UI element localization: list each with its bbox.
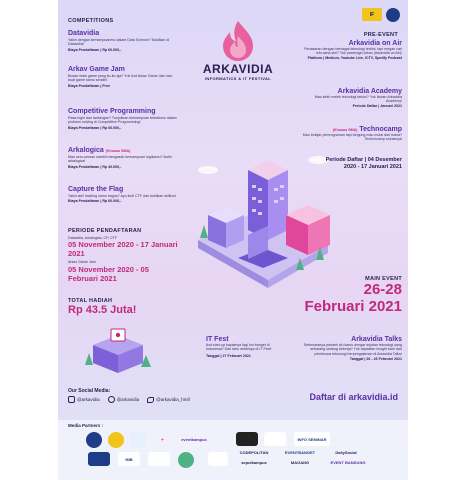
partner-logo <box>148 452 170 466</box>
partner-eventbanget: EVENTBANGET <box>284 449 316 455</box>
technocamp-title: Technocamp <box>359 126 402 133</box>
flame-icon <box>219 20 257 62</box>
talks-desc: Sebenaranya pahami sih kamu dengar sejalan teknologi yang sekarang sedang bekerja? Yuk dapatkan insight baru dari pembicara teknologi berpengalaman di Arkavidia Talks! <box>303 343 402 356</box>
academy-title: Arkavidia Academy <box>337 88 402 95</box>
tech-city-illustration <box>178 130 338 300</box>
technocamp-desc: Mau belajar pemrograman tapi bingung mau mulai dari mana? Technocamp solusinya! <box>302 133 402 142</box>
partner-eventkampus: eventkampus <box>181 436 207 442</box>
partner-codepolitan: CODEPOLITAN <box>239 449 269 455</box>
partner-sepulkampus: sepulkampus <box>241 459 267 465</box>
brand-subtitle: INFORMATICS & IT FESTIVAL <box>204 76 272 81</box>
competition-title: Competitive Programming <box>68 108 156 115</box>
partner-logo <box>88 452 110 466</box>
partner-magang: MAGANG <box>290 459 310 465</box>
line-handle: @arkavidia <box>116 397 140 402</box>
competitions-heading: COMPETITIONS <box>68 18 114 24</box>
registration-group1-label: Datavidia, Arkalogica, CP, CTF <box>68 236 118 240</box>
line-link[interactable] <box>108 396 140 403</box>
competition-fee: Biaya Pendaftaran | Rp 60.000,- <box>68 47 122 52</box>
competition-desc: Bosan main game yang itu-itu aja? Yuk ikut Arkav Game Jam dan buat game kamu sendiri! <box>68 74 173 83</box>
partner-logo <box>236 432 258 446</box>
itb-logo <box>386 8 400 22</box>
competition-desc: Yakin skill hacking kamu bagus? Ayo ikuti CTF dan buktikan skillmu! <box>68 194 177 198</box>
partner-imb: IMB <box>118 452 140 466</box>
registration-group1-dates: 05 November 2020 - 17 Januari 2021 <box>68 240 178 259</box>
instagram-handle: @arkavidia <box>77 397 100 402</box>
partner-dailysocial: DailySocial <box>335 449 357 455</box>
instagram-link[interactable] <box>68 396 100 403</box>
pre-event-technocamp <box>302 126 402 142</box>
if-logo: IF <box>362 8 382 21</box>
talks-date: Tanggal | 26 - 26 Februari 2021 <box>349 357 402 362</box>
on-air-title: Arkavidia on Air <box>348 40 402 47</box>
partner-logo <box>108 432 124 448</box>
registration-heading: PERIODE PENDAFTARAN <box>68 228 142 234</box>
registration-group2-dates: 05 November 2020 - 05 Februari 2021 <box>68 264 149 283</box>
main-event <box>282 276 402 315</box>
partner-logo <box>86 432 102 448</box>
left-margin <box>0 0 58 480</box>
partner-logo <box>208 452 228 466</box>
main-event-month: Februari 2021 <box>304 298 402 315</box>
registration-group2-label: Arkav Game Jam <box>68 260 96 265</box>
competition-title: Datavidia <box>68 30 100 37</box>
instagram-icon <box>68 396 75 403</box>
competition-ctf <box>68 186 178 203</box>
competition-title: Arkav Game Jam <box>68 66 125 73</box>
arkavidia-talks <box>302 336 402 361</box>
technocamp-tag: (Khusus SMA) <box>332 128 358 132</box>
competition-desc: Yakin dengan kemampuanmu dalam Data Science? Buktikan di Datavidia! <box>68 38 170 47</box>
line-icon <box>108 396 115 403</box>
competition-fee: Biaya Pendaftaran | Free <box>68 83 110 88</box>
main-event-dates: 26-28 <box>363 281 402 298</box>
partner-logo <box>130 432 146 448</box>
prize-value: Rp 43.5 Juta! <box>68 304 137 316</box>
technocamp-period: Periode Daftar | 04 Desember 2020 - 17 Januari 2021 <box>325 157 402 170</box>
register-cta[interactable]: Daftar di arkavidia.id <box>309 392 398 402</box>
partner-logo <box>340 432 376 446</box>
social-media <box>68 388 288 403</box>
partner-logo <box>178 452 194 468</box>
competition-title: Capture the Flag <box>68 186 124 193</box>
technocamp-period-wrap <box>312 157 402 171</box>
competition-tag: (Khusus SMA) <box>105 149 131 153</box>
main-event-heading: MAIN EVENT <box>365 276 402 282</box>
competition-title: Arkalogica <box>68 147 104 154</box>
event-poster <box>58 0 408 480</box>
partner-event-bandung: EVENT BANDUNG <box>330 459 366 465</box>
it-fest-title: IT Fest <box>206 336 229 343</box>
on-air-desc: Penasaran dengan berbagai teknologi terkini, tapi megan cari info sana sini? Yuk pantengin Arkav (Arkavidia on Air)! <box>304 47 402 56</box>
academy-desc: Mau lebih melek teknologi terkini? Yuk ikutan Arkavidia Academy! <box>314 95 402 104</box>
it-fest-desc: Ikut start-up kayaknya lagi hot banget di Indonesia? Dan tahu detailnya di IT Fest! <box>206 343 272 352</box>
pre-event-academy <box>302 88 402 108</box>
brand-name: ARKAVIDIA <box>202 62 274 76</box>
prize-heading: TOTAL HADIAH <box>68 298 113 304</box>
it-fest-date: Tanggal | 27 Februari 2021 <box>206 353 251 358</box>
registration-period <box>68 228 178 283</box>
it-fest <box>206 336 286 358</box>
competition-desc: Mau seru-seruan sambil mengasah kemampuan logikamu? Ikutin arkalogica! <box>68 155 173 164</box>
twitter-icon <box>147 397 154 403</box>
partner-info-seminar: INFO SEMINAR <box>294 432 330 446</box>
competition-fee: Biaya Pendaftaran | Rp 60.000,- <box>68 199 122 204</box>
social-heading: Our Social Media: <box>68 388 111 394</box>
twitter-handle: @arkavidia_hmif <box>156 397 190 402</box>
partner-logo: ✦ <box>160 436 164 442</box>
talks-title: Arkavidia Talks <box>351 336 402 343</box>
partner-logo <box>264 432 286 446</box>
competition-fee: Biaya Pendaftaran | Rp 40.000,- <box>68 164 122 169</box>
arkavidia-logo <box>198 20 278 81</box>
ballot-box-illustration <box>83 325 153 375</box>
twitter-link[interactable] <box>147 397 190 403</box>
total-prize <box>68 298 178 316</box>
competition-game-jam <box>68 66 178 88</box>
competition-cp <box>68 108 178 130</box>
academy-period: Periode Daftar | Januari 2021 <box>352 103 402 108</box>
partners-heading: Media Partners : <box>68 423 104 428</box>
pre-event-heading: PRE-EVENT <box>363 32 398 38</box>
competition-datavidia <box>68 30 178 52</box>
right-margin <box>408 0 465 480</box>
competition-desc: Rasa ingin dan tantangan? Tunjukkan kemampuan terbaikmu dalam problem solving di Competitive Programming! <box>68 116 177 125</box>
on-air-platform: Platform | Medium, Youtube Live, ICTV, Spotify Podcast <box>307 55 402 60</box>
competition-arkalogica <box>68 147 178 169</box>
competition-fee: Biaya Pendaftaran | Rp 60.000,- <box>68 125 122 130</box>
pre-event-on-air <box>302 40 402 60</box>
